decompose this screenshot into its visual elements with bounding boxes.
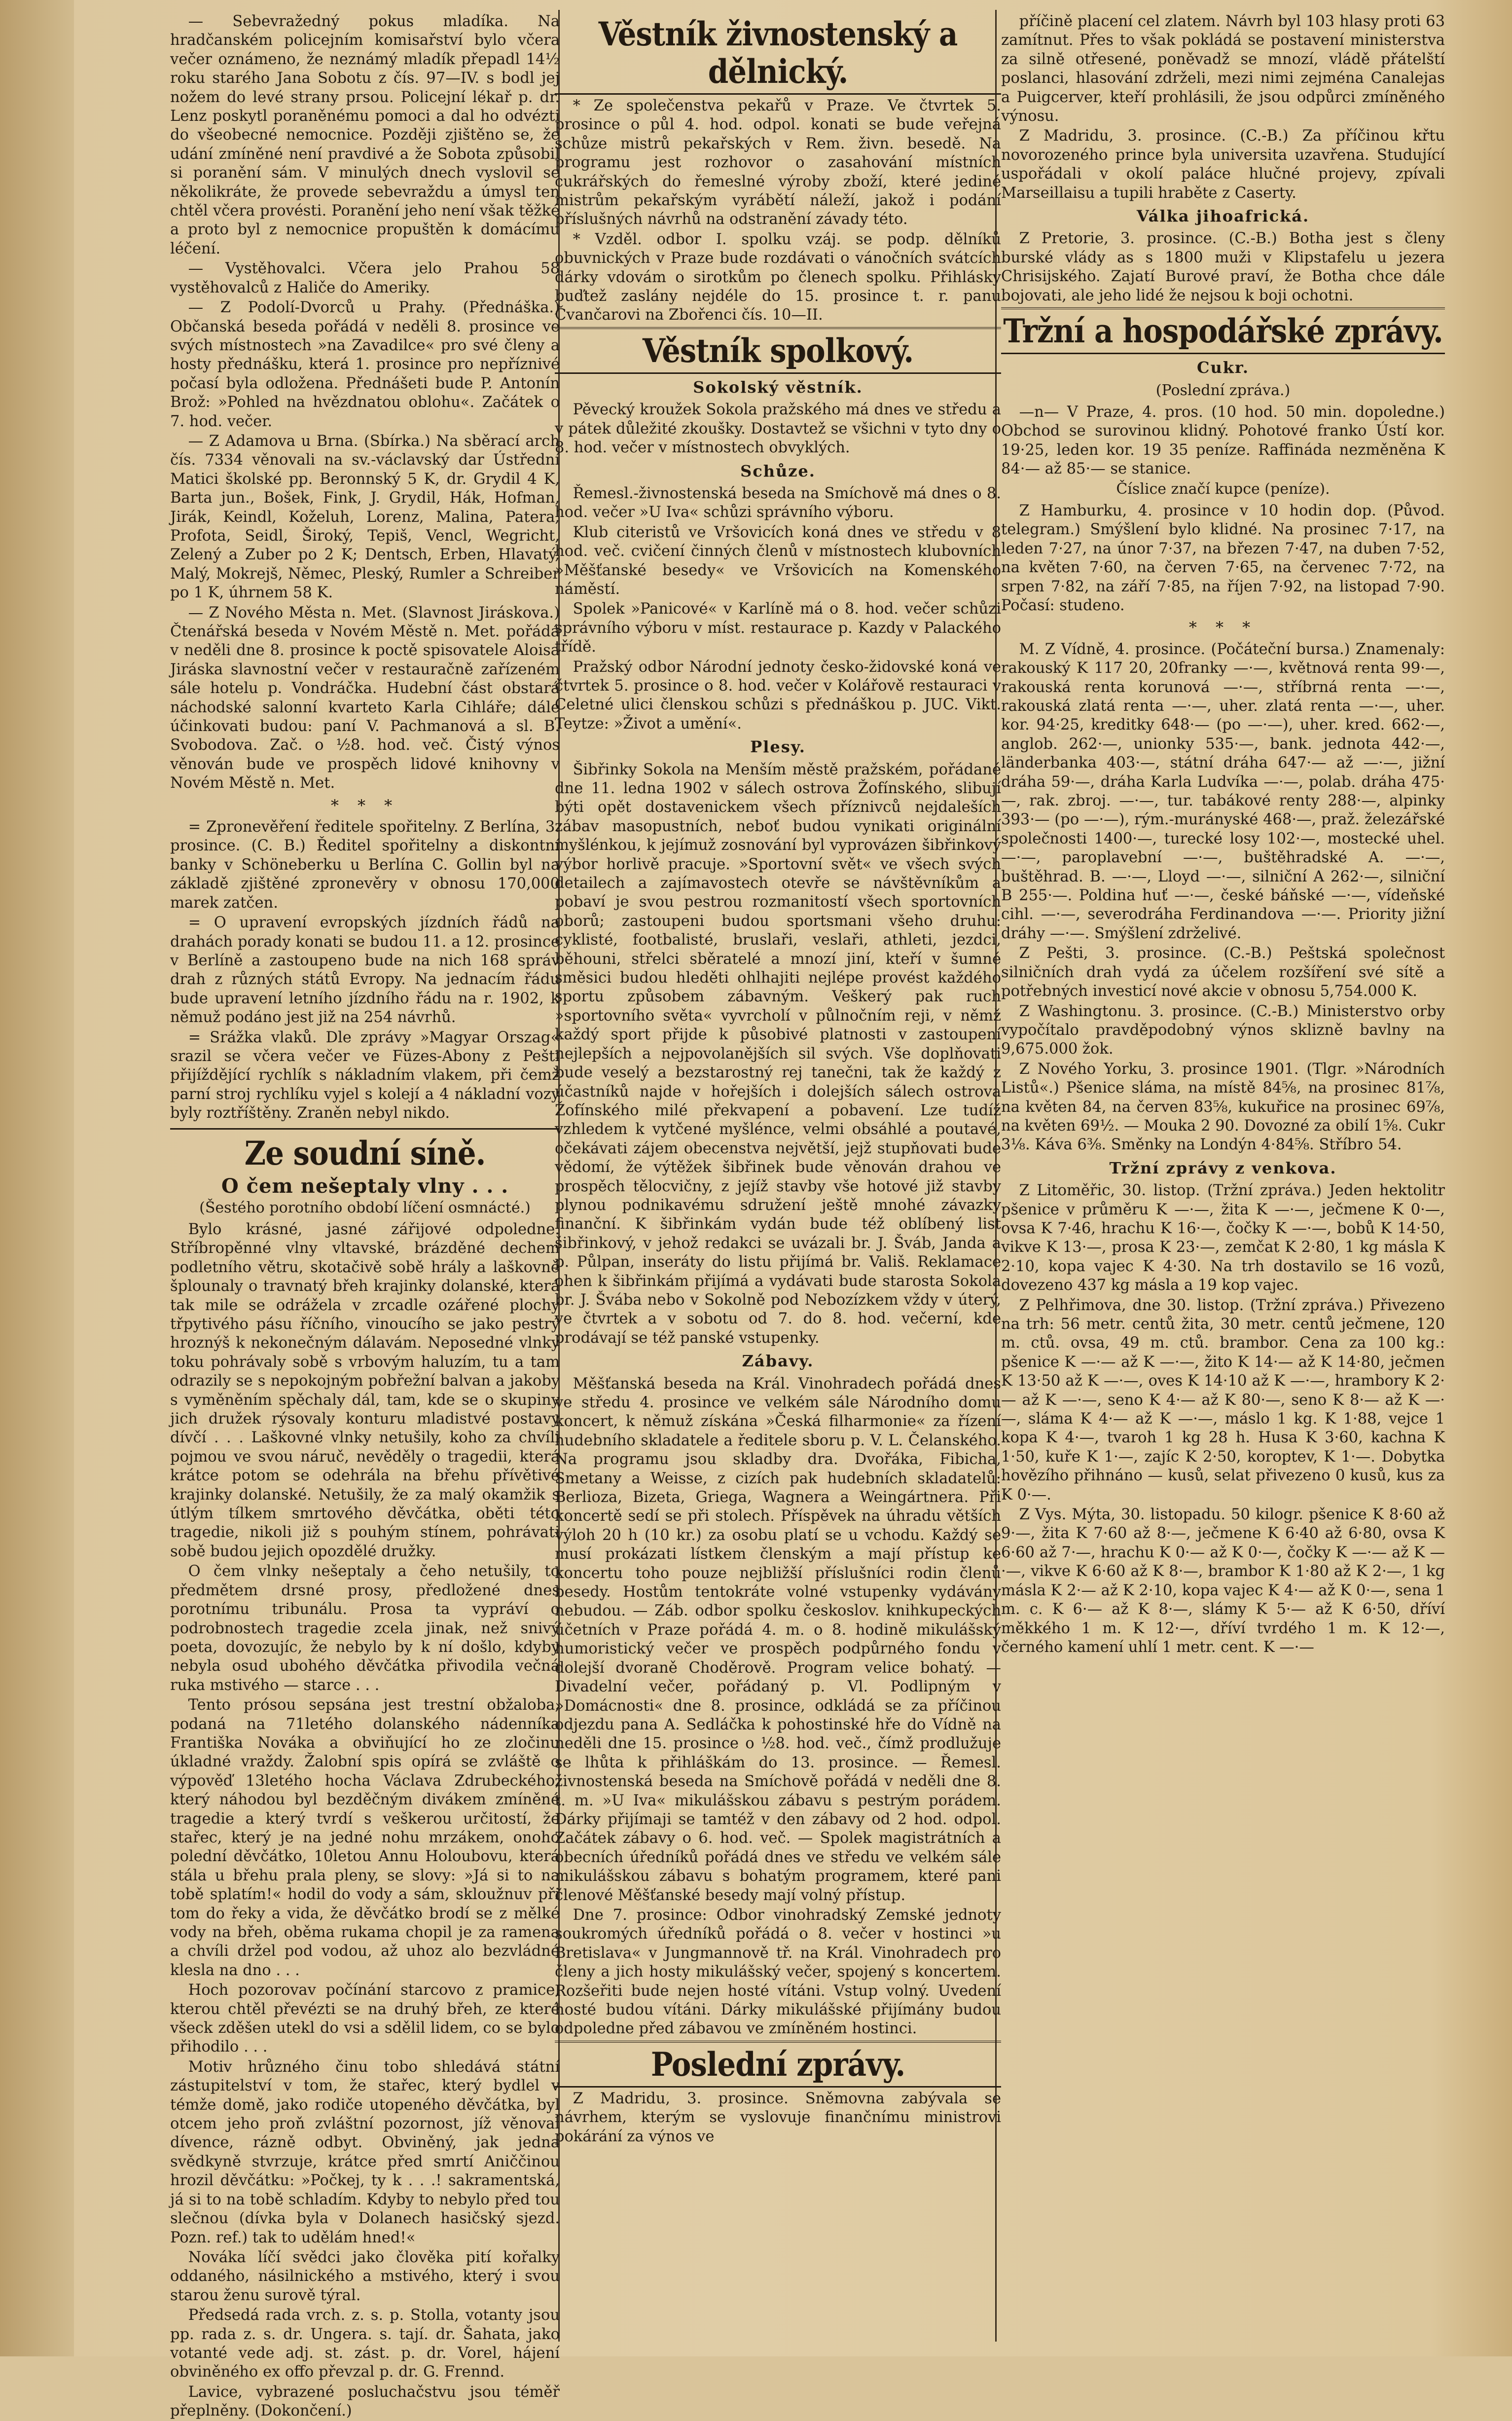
article-paragraph: Hoch pozorovav počínání starcovo z pramice, kterou chtěl převézti se na druhý břeh, ze které všeck zděšen utekl do vsi a sdělil lidem, co se bylo přihodilo . . . <box>170 1981 560 2056</box>
news-item: — Z Nového Města n. Met. (Slavnost Jiráskova.) Čtenářská beseda v Novém Městě n. Met. pořádá v neděli dne 8. prosince k poctě spisovatele Aloisa Jiráska slavnostní večer v restauračně zařízeném sále hotelu p. Vondráčka. Hudební část obstará náchodské salonní kvarteto Karla Cihláře; dále účinkovati budou: paní V. Pachmanová a sl. B. Svobodova. Zač. o ½8. hod. več. Čistý výnos věnován bude ve prospěch lidové knihovny v Novém Městě n. Met. <box>170 604 560 792</box>
section-heading-court: Ze soudní síně. <box>244 1134 486 1173</box>
section-heading-trade: Věstník živnostenský a dělnický. <box>555 15 1001 95</box>
section-heading-latest: Poslední zprávy. <box>555 2046 1001 2088</box>
article-paragraph: Lavice, vybrazené posluchačstvu jsou téměř přeplněny. (Dokončení.) <box>170 2383 560 2420</box>
article-title: O čem nešeptaly vlny . . . <box>221 1174 509 1198</box>
market-item: Z Nového Yorku, 3. prosince 1901. (Tlgr. »Národních Listů«.) Pšenice sláma, na místě 84⅝, na prosinec 81⅞, na květen 84, na červen 83⅝, kukuřice na prosinec 69⅞, na květen 69½. — Mouka 2 90. Dovozné za obilí 1⅝. Cukr 3⅛. Káva 6⅜. Směnky na Londýn 4·84⅝. Stříbro 54. <box>1001 1060 1445 1154</box>
news-item: — Vystěhovalci. Včera jelo Prahou 58 vystěhovalců z Haliče do Ameriky. <box>170 260 560 296</box>
market-item: Z Hamburku, 4. prosince v 10 hodin dop. (Původ. telegram.) Smýšlení bylo klidné. Na prosinec 7·17, na leden 7·27, na únor 7·37, na březen 7·47, na duben 7·52, na květen 7·60, na červen 7·65, na červenec 7·72, na srpen 7·82, na září 7·85, na říjen 7·92, na listopad 7·90. Počasí: studeno. <box>1001 502 1445 614</box>
section-stars: * * * <box>330 796 399 815</box>
news-item: — Z Adamova u Brna. (Sbírka.) Na sběrací arch čís. 7334 věnovali na sv.-václavský dar Ústřední Matici školské pp. Beronnský 5 K, dr. Grydil 4 K, Barta jun., Bošek, Fink, J. Grydil, Hák, Hofman, Jirák, Keindl, Koželuh, Lorenz, Malina, Patera, Profota, Seidl, Široký, Tepiš, Vencl, Wegricht, Zelený a Zuber po 2 K; Dentsch, Erben, Hlavatý, Malý, Mokrejš, Němec, Pleský, Rumler a Schreiber po 1 K, úhrnem 58 K. <box>170 432 560 602</box>
news-item: * Vzděl. odbor I. spolku vzáj. se podp. dělníků obuvnických v Praze bude rozdávati o vánočních svátcích dárky vdovám o sirotkům po členech spolku. Přihlásky buďtež zaslány nejdéle do 15. prosince t. r. panu Čvančarovi na Zbořenci čís. 10—II. <box>555 230 1001 324</box>
article-subtitle: (Šestého porotního období líčení osmnácté.) <box>199 1199 531 1216</box>
news-item: Z Madridu, 3. prosince. (C.-B.) Za příčinou křtu novorozeného prince byla universita uzavřena. Studující uspořádali v okolí paláce hlučné projevy, zpívali Marseillaisu a tupili hraběte z Caserty. <box>1001 127 1445 202</box>
subsection-heading: Zábavy. <box>742 1352 814 1371</box>
subsection-heading: Cukr. <box>1197 358 1249 377</box>
section-divider <box>1001 307 1445 309</box>
article-paragraph: Bylo krásné, jasné zářijové odpoledne. Stříbropěnné vlny vltavské, brázděné dechem podletního větru, skotačivě sobě hrály a laškovně šplounaly o travnatý břeh krajinky dolanské, která tak mile se odrážela v zrcadle ozářené plochy třpytivého pásu říčního, vinoucího se jako pestrý hroznýš k nekonečným dálavám. Neposedné vlnky toku pohrávaly sobě s vrbovým haluzím, tu a tam odrazily se s nepokojným pobřežní balvan a jakoby s vyměněním spěchaly dál, tam, kde se o skupiny jich družek rýsovaly konturu mladistvé postavy dívčí . . . Laškovné vlnky netušily, koho za chvíli pojmou ve svou náruč, nevěděly o tragedii, která krátce potom se odehrála na břehu přívětivé krajinky dolanské. Netušily, že za malý okamžik s útlým tílkem smrtového děvčátka, oběti této tragedie, nikoli již s pouhým stínem, pohrávati sobě budou jejich opozdělé družky. <box>170 1220 560 1560</box>
article-paragraph: O čem vlnky nešeptaly a čeho netušily, to předmětem drsné prosy, předložené dnes porotnímu tribunálu. Prosa ta vypráví o podrobnostech tragedie zcela jinak, než snivý poeta, dovozujíc, že nebylo by k ní došlo, kdyby nebyla osud ubohého děvčátka přivodila večná ruka mstivého — starce . . . <box>170 1563 560 1694</box>
article-paragraph: Motiv hrůzného činu tobo shledává státní zástupitelství v tom, že stařec, který bydlel v témže domě, jako rodiče utopeného děvčátka, byl otcem jeho proň zvláštní pozornost, jíž věnoval dívence, rázně odbyt. Obviněný, jak jedna svědkyně stvrzuje, krátce před smrtí Aniččinou hrozil děvčátku: »Počkej, ty k . . .! sakramentská, já si to na tobě schladím. Kdyby to nebylo před tou slečnou (dívka byla v Dolanech hasičský sjezd. Pozn. ref.) tak to udělám hned!« <box>170 2058 560 2246</box>
news-item: = O upravení evropských jízdních řádů na drahách porady konati se budou 11. a 12. prosince v Berlíně a zastoupeno bude na nich 168 správ drah z různých států Evropy. Na jednacím řádu bude upravení letního jízdního řádu na r. 1902, k němuž podáno jest již na 254 návrhů. <box>170 914 560 1027</box>
news-item: Spolek »Panicové« v Karlíně má o 8. hod. večer schůzi správního výboru v míst. restaurace p. Kazdy v Palackého třídě. <box>555 600 1001 656</box>
market-item: —n— V Praze, 4. pros. (10 hod. 50 min. dopoledne.) Obchod se surovinou klidný. Pohotové franko Ústí kor. 19·25, leden kor. 19 35 peníze. Raffináda nezměněna K 84·— až 85·— se stanice. <box>1001 403 1445 478</box>
news-item: Měšťanská beseda na Král. Vinohradech pořádá dnes ve středu 4. prosince ve velkém sále Národního domu koncert, k němuž získána »Česká filharmonie« za řízení hudebního skladatele a ředitele sboru p. V. L. Čelanského. Na programu jsou skladby dra. Dvořáka, Fibicha, Smetany a Weisse, z cizích pak hudebních skladatelů: Berlioza, Bizeta, Griega, Wagnera a Weingártnera. Při koncertě sedí se při stolech. Příspěvek na úhradu větších výloh 20 h (10 kr.) za osobu platí se u vchodu. Každý se musí prokázati lístkem členským a mají přístup ke koncertu toho pouze nejbližší příslušníci rodin členů besedy. Hostům tentokráte volné vstupenky vydávány nebudou. — Záb. odbor spolku českoslov. knihkupeckých účetních v Praze pořádá 4. m. o 8. hodině mikulášský humoristický večer ve prospěch podpůrného fondu v dolejší dvoraně Choděrově. Program velice bohatý. — Divadelní večer, pořádaný p. Vl. Podlipným v »Domácnosti« dne 8. prosince, odkládá se za příčinou odjezdu pana A. Sedláčka k pohostinské hře do Vídně na neděli dne 15. prosince o ½8. hod. več., čímž prodlužuje se lhůta k přihláškám do 13. prosince. — Řemesl. živnostenská beseda na Smíchově pořádá v neděli dne 8. t. m. »U Iva« mikulášskou zábavu s pestrým porádem. Dárky přijímaji se tamtéž v den zábavy od 2 hod. odpol. Začátek zábavy o 6. hod. več. — Spolek magistrátních a obecních úředníků pořádá dnes ve středu ve velkém sále mikulášskou zábavu s bohatým programem, které pani členové Měšťanské besedy mají volný přístup. <box>555 1375 1001 1904</box>
subsection-heading: Plesy. <box>750 737 806 757</box>
subsection-heading: Válka jihoafrická. <box>1136 207 1310 226</box>
news-item: Pražský odbor Národní jednoty česko-židovské koná ve čtvrtek 5. prosince o 8. hod. večer v Kolářově restauraci v Celetné ulici členskou schůzi s přednáškou p. JUC. Vikt. Teytze: »Život a umění«. <box>555 658 1001 733</box>
news-item: Z Madridu, 3. prosince. Sněmovna zabývala se návrhem, kterým se vyslovuje finančnímu ministrovi pokárání za výnos ve <box>555 2090 1001 2145</box>
article-paragraph: Předsedá rada vrch. z. s. p. Stolla, votanty jsou pp. rada z. s. dr. Ungera. s. tají. dr. Šahata, jako votanté vede adj. st. zást. p. dr. Vorel, hájení obviněného ex offo převzal p. dr. G. Frennd. <box>170 2307 560 2381</box>
news-item: — Sebevražedný pokus mladíka. Na hradčanském policejním komisařství bylo včera večer oznámeno, že neznámý mladík přepadl 14½ roku starého Jana Sobotu z čís. 97—IV. s bodl jej nožem do levé strany prsou. Policejní lékař p. dr. Lenz poskytl poraněnému pomoci a dal ho odvézti do všeobecné nemocnice. Později zjištěno se, že udání zmíněné není pravdivé a že Sobota způsobil si poranění sám. V minulých dnech vyslovil se několikráte, že provede sebevraždu a úmysl ten chtěl včera provésti. Poranění jeho není však těžké a proto byl z nemocnice propuštěn k domácímu léčení. <box>170 13 560 257</box>
news-item: příčině placení cel zlatem. Návrh byl 103 hlasy proti 63 zamítnut. Přes to však pokládá se postavení ministerstva za silně otřesené, poněvadž se mnozí, vládě přátelští poslanci, hlasování zdrželi, mezi nimi zejména Canalejas a Puigcerver, kteří prohlásili, že jsou odpůrci zmíněného výnosu. <box>1001 13 1445 125</box>
news-item: Z Pretorie, 3. prosince. (C.-B.) Botha jest s členy burské vlády as s 1800 muži v Klipstafelu u jezera Chrisijského. Zajatí Burové praví, že Botha chce dále bojovati, ale jeho lidé že nejsou k boji ochotni. <box>1001 230 1445 304</box>
news-item: Řemesl.-živnostenská beseda na Smíchově má dnes o 8. hod. večer »U Iva« schůzi správního výboru. <box>555 484 1001 521</box>
news-item: Dne 7. prosince: Odbor vinohradský Zemské jednoty soukromých úředníků pořádá o 8. večer v hostinci »u Bretislava« v Jungmannově tř. na Král. Vinohradech pro členy a jich hosty mikulášský večer, spojený s koncertem. Rozšeřiti bude nejen hosté vítáni. Vstup volný. Uvedení hosté budou vítáni. Dárky mikulášské přijímány budou odpoledne před zábavou ve zmíněném hostinci. <box>555 1906 1001 2038</box>
article-paragraph: Nováka líčí svědci jako člověka pití kořalky oddaného, násilnického a mstivého, který i svou starou ženu surově týral. <box>170 2248 560 2304</box>
subsection-heading: Schůze. <box>740 461 816 480</box>
news-item: Pěvecký kroužek Sokola pražského má dnes ve středu a v pátek důležité zkoušky. Dostavtež se všichni v tyto dny o 8. hod. večer v místnostech obvyklých. <box>555 401 1001 457</box>
page-margin <box>0 0 74 2356</box>
market-note: Číslice značí kupce (peníze). <box>1116 480 1330 498</box>
market-item: M. Z Vídně, 4. prosince. (Počáteční bursa.) Znamenaly: rakouský K 117 20, 20franky —·—, květnová renta 99·—, rakouská renta korunová —·—, stříbrná renta —·—, rakouská zlatá renta —·—, uher. zlatá renta —·—, uher. kor. 94·25, kreditky 648·— (po —·—), uher. kred. 662·—, anglob. 262·—, unionky 535·—, bank. jednota 442·—, länderbanka 403·—, státní dráha 647·— až —·—, jižní dráha 59·—, dráha Karla Ludvíka —·—, polab. dráha 475·—, rak. zbroj. —·—, tur. tabákové renty 288·—, alpinky 393·— (po —·—), rým.-murányské 468·—, praž. železářské společnosti 1400·—, turecké losy 102·—, mostecké uhel. —·—, paroplavební —·—, buštěhradské A. —·—, buštěhrad. B. —·—, Lloyd —·—, silniční A 262·—, silniční B 255·—. Poldina huť —·—, české báňské —·—, vídeňské cihl. —·—, severodráha Ferdinandova —·—. Priority jižní dráhy —·—. Smýšlení zdrželivé. <box>1001 640 1445 942</box>
news-item: * Ze společenstva pekařů v Praze. Ve čtvrtek 5. prosince o půl 4. hod. odpol. konati se bude veřejná schůze mistrů pekařských v Rem. živn. besedě. Na programu jest rozhovor o zasahování místních cukrářských do řemeslné výroby zboží, které jediné mistrům pekařským vyrábětí náleží, jakož i podání příslušných návrhů na odstranění závady této. <box>555 97 1001 228</box>
news-item: — Z Podolí-Dvorců u Prahy. (Přednáška.) Občanská beseda pořádá v neděli 8. prosince ve svých místnostech »na Zavadilce« pro své členy a hosty přednášku, která 1. prosince pro nepříznivé počasí byla odložena. Přednášeti bude P. Antonín Brož: »Pohled na hvězdnatou oblohu«. Začátek o 7. hod. večer. <box>170 299 560 430</box>
news-item: Šibřinky Sokola na Menším městě pražském, pořádané dne 11. ledna 1902 v sálech ostrova Žofínského, slibují býti opět dostavenickem všech příznivců nejdaleších zábav masopustních, neboť budou vynikati originální myšlénkou, k jejímuž zosnování byl vyprovázen šibřinkový výbor horlivě pracuje. »Sportovní svět« ve všech svých detailech a zajímavostech otevře se návštěvníkům a pobaví je svou pestrou rozmanitostí všech sportovních oborů; zastoupeni budou sportsmani všeho druhu: cyklisté, footbalisté, bruslaři, veslaři, athleti, jezdci, běhouni, střelci sběratelé a mnozí jiní, kteří v šumné směsici budou hleděti ohlhajiti nejlépe provést každého sportu způsobem zábavným. Veškerý pak ruch »sportovního světa« vyvrcholí v půlnočním reji, v němž každý sport přijde k působivé platnosti v zastoupení nejlepších a nejpovolanějších sil svých. Vše doplňovati bude veselý a bezstarostný rej tanečni, tak že každý z účastníků najde v hořejších i dolejších sálech ostrova Žofínského milé překvapení a pobavení. Lze tudíž vzhledem k vytčené myšlénce, velmi obsáhlé a poutavé, očekávati zájem obecenstva největší, jejž stupňovati bude vědomí, že výtěžek šibřinek bude věnován drahou ve prospěch tělocvičny, z jejíž stavby vše hotové již stavby plynou podnikavému sdružení ještě mnohé závazky finanční. K šibřinkám vydán bude též oblíbený list šibřinkový, v jehož redakci se uvázali br. J. Šváb, Janda a p. Půlpan, inseráty do listu přijímá br. Vališ. Reklamace ohen k šibřinkám přijímá a vydávati bude starosta Sokola br. J. Švába nebo v Sokolně pod Nebozízkem vždy v úterý, ve čtvrtek a v sobotu od 7. do 8. hod. večerní, kde prodávají se též panské vstupenky. <box>555 761 1001 1347</box>
section-divider <box>555 327 1001 329</box>
subsection-heading: Sokolský věstník. <box>693 377 863 397</box>
subsection-heading: Tržní zprávy z venkova. <box>1109 1158 1337 1177</box>
section-divider <box>170 1128 560 1130</box>
news-item: = Srážka vlaků. Dle zprávy »Magyar Orszag« srazil se včera večer ve Füzes-Abony z Pešti přijíždějící rychlík s nákladním vlakem, při čemž parní stroj rychlíku vyjel s kolejí a 4 nákladní vozy byly roztříštěny. Zraněn nebyl nikdo. <box>170 1028 560 1122</box>
market-item: Z Pešti, 3. prosince. (C.-B.) Peštská společnost silničních drah vydá za účelem rozšíření své sítě a potřebných investicí nové akcie v obnosu 5,754.000 K. <box>1001 945 1445 1000</box>
market-item: Z Litoměřic, 30. listop. (Tržní zpráva.) Jeden hektolitr pšenice v průměru K —·—, žita K —·—, ječmene K 0·—, ovsa K 7·46, hrachu K 16·—, čočky K —·—, bobů K 14·50, vikve K 13·—, prosa K 23·—, zemčat K 2·80, 1 kg másla K 2·10, kopa vajec K 4·30. Na trh dostavilo se 16 vozů, dovezeno 437 kg másla a 19 kop vajec. <box>1001 1182 1445 1294</box>
news-item: = Zpronevěření ředitele spořitelny. Z Berlína, 3. prosince. (C. B.) Ředitel spořitelny a diskontní banky v Schöneberku u Berlína C. Gollin byl na základě zjištěné zpronevěry v obnosu 170,000 marek zatčen. <box>170 818 560 912</box>
market-item: Z Washingtonu. 3. prosince. (C.-B.) Ministerstvo orby vypočítalo pravděpodobný výnos sklizně bavlny na 9,675.000 žok. <box>1001 1002 1445 1058</box>
section-stars: * * * <box>1188 618 1258 637</box>
section-heading-markets: Tržní a hospodářské zprávy. <box>1001 312 1445 354</box>
section-heading-clubs: Věstník spolkový. <box>555 332 1001 374</box>
market-item: Z Pelhřimova, dne 30. listop. (Tržní zpráva.) Přivezeno na trh: 56 metr. centů žita, 30 metr. centů ječmene, 120 m. ctů. ovsa, 49 m. ctů. brambor. Cena za 100 kg.: pšenice K —·— až K —·—, žito K 14·— až K 14·80, ječmen K 13·50 až K —·—, oves K 14·10 až K —·—, hrambory K 2·— až K —·—, seno K 4·— až K 80·—, seno K 8·— až K —·—, sláma K 4·— až K —·—, máslo 1 kg. K 1·88, vejce 1 kopa K 4·—, tvaroh 1 kg 28 h. Husa K 3·60, kachna K 1·50, kuře K 1·—, zajíc K 2·50, koroptev, K 1·—. Dobytka hovězího přihnáno — kusů, selat přivezeno 0 kusů, kus za K 0·—. <box>1001 1296 1445 1504</box>
column-1 <box>170 12 560 2420</box>
column-2 <box>555 12 1001 2337</box>
article-paragraph: Tento prósou sepsána jest trestní obžaloba, podaná na 71letého dolanského nádenníka Františka Nováka a obviňující ho ze zločinu úkladné vraždy. Žalobní spis opírá se zvláště o výpověď 13letého hocha Václava Zdrubeckého, který náhodou byl bezděčným divákem zmíněné tragedie a který tvrdí s veškerou určitostí, že stařec, který je na jedné nohu mrzákem, onoho polední děvčátko, 10letou Annu Holoubovu, která stála u břehu prala pleny, se slovy: »Já si to na tobě splatím!« hodil do vody a sám, skloužnuv při tom do řeky a vida, že děvčátko brodí se z mělké vody na břeh, oběma rukama chopil je za ramena a chvíli držel pod vodou, až uhoz alo bezvládné klesla na dno . . . <box>170 1696 560 1979</box>
column-3 <box>1001 12 1445 2337</box>
section-divider <box>555 2041 1001 2043</box>
market-item: Z Vys. Mýta, 30. listopadu. 50 kilogr. pšenice K 8·60 až 9·—, žita K 7·60 až 8·—, ječmene K 6·40 až 6·80, ovsa K 6·60 až 7·—, hrachu K 0·— až K 0·—, čočky K —·— až K —·—, vikve K 6·60 až K 8·—, brambor K 1·80 až K 2·—, 1 kg másla K 2·— až K 2·10, kopa vajec K 4·— až K 0·—, sena 1 m. c. K 6·— až K 8·—, slámy K 5·— až K 6·50, dříví měkkého 1 m. K 12·—, dříví tvrdého 1 m. K 12·—, černého kamení uhlí 1 metr. cent. K —·— <box>1001 1506 1445 1656</box>
news-item: Klub citeristů ve Vršovicích koná dnes ve středu v 8 hod. več. cvičení činných členů v místnostech klubovních »Měšťanské besedy« ve Vršovicích na Komenského náměstí. <box>555 523 1001 598</box>
subsection-note: (Poslední zpráva.) <box>1155 381 1291 399</box>
